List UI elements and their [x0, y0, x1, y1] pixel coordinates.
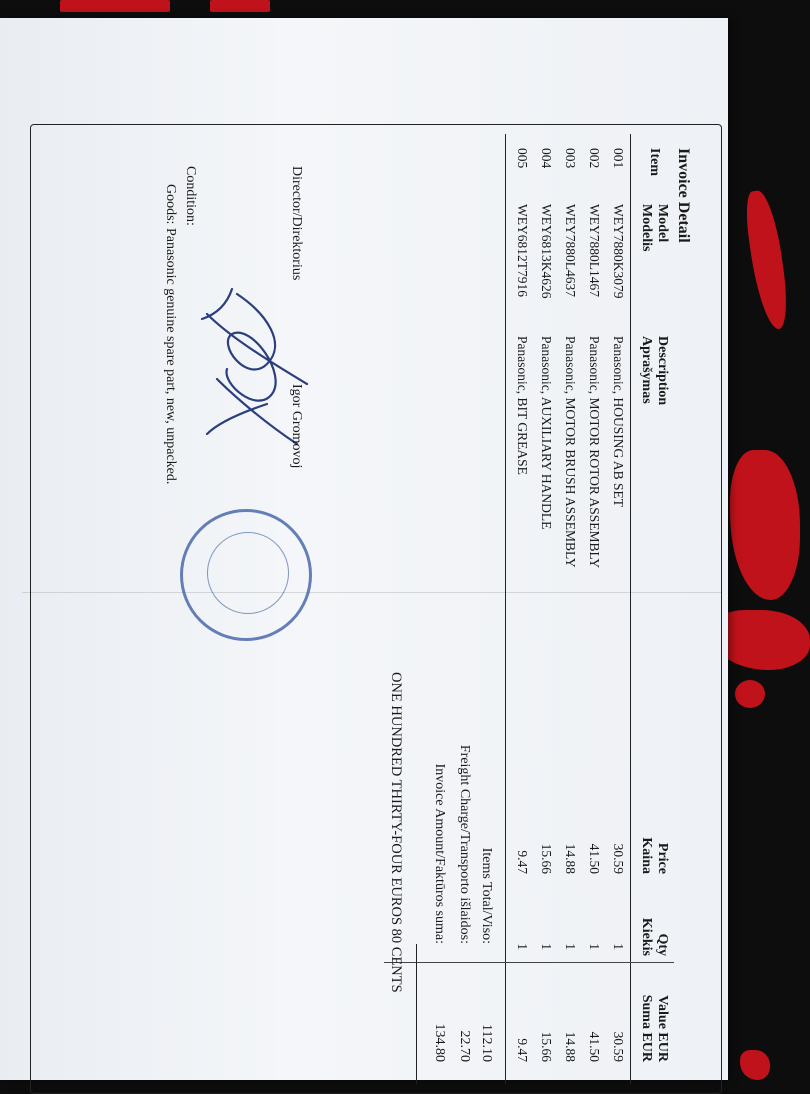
item-cell: 004: [539, 148, 554, 169]
invoice-document: [22, 124, 722, 1094]
condition-label: Condition:: [183, 166, 198, 226]
value-cell: 15.66: [539, 1031, 554, 1062]
price-cell: 15.66: [539, 843, 554, 874]
qty-cell: 1: [539, 943, 554, 950]
value-cell: 30.59: [611, 1031, 626, 1062]
invoice-amount-value: 134.80: [432, 1023, 447, 1062]
freight-label: Freight Charge/Transporto išlaidos:: [457, 744, 472, 944]
col-qty-lt-header: Kiekis: [639, 917, 654, 956]
value-column-divider: [384, 962, 674, 963]
description-cell: Panasonic, HOUSING AB SET: [611, 336, 626, 507]
price-cell: 41.50: [587, 843, 602, 874]
value-cell: 14.88: [563, 1031, 578, 1062]
signature-image: [187, 274, 327, 464]
col-model-lt-header: Modelis: [639, 204, 654, 252]
item-cell: 005: [515, 148, 530, 169]
table-row: [602, 124, 626, 1092]
items-total-label: Items Total/Viso:: [479, 847, 494, 944]
item-cell: 001: [611, 148, 626, 169]
model-cell: WEY7880K3079: [611, 204, 626, 299]
description-cell: Panasonic, BIT GREASE: [515, 336, 530, 475]
qty-cell: 1: [515, 943, 530, 950]
price-cell: 14.88: [563, 843, 578, 874]
col-price-lt-header: Kaina: [639, 837, 654, 874]
value-cell: 9.47: [515, 1038, 530, 1062]
items-total-value: 112.10: [479, 1024, 494, 1062]
price-cell: 9.47: [515, 850, 530, 874]
table-row: [578, 124, 602, 1092]
qty-cell: 1: [587, 943, 602, 950]
col-value-lt-header: Suma EUR: [639, 994, 654, 1062]
table-row: [554, 124, 578, 1092]
director-name: Igor Gromovoj: [289, 384, 304, 469]
col-description-header: Description: [655, 336, 670, 406]
director-label: Director/Direktorius: [289, 166, 304, 281]
description-cell: Panasonic, MOTOR ROTOR ASSEMBLY: [587, 336, 602, 569]
header-rule: [630, 134, 631, 1084]
model-cell: WEY7880L4637: [563, 204, 578, 297]
item-cell: 002: [587, 148, 602, 169]
col-description-lt-header: Aprašymas: [639, 336, 654, 404]
invoice-paper: [0, 18, 728, 1080]
invoice-amount-label: Invoice Amount/Faktūros suma:: [432, 763, 447, 944]
col-qty-header: Qty: [655, 933, 670, 956]
body-rule: [505, 134, 506, 1084]
qty-cell: 1: [563, 943, 578, 950]
model-cell: WEY6813K4626: [539, 204, 554, 299]
amount-in-words: ONE HUNDRED THIRTY-FOUR EUROS 80 CENTS: [388, 672, 404, 993]
company-stamp: [180, 509, 312, 641]
description-cell: Panasonic, AUXILIARY HANDLE: [539, 336, 554, 530]
col-model-header: Model: [655, 204, 670, 243]
item-cell: 003: [563, 148, 578, 169]
description-cell: Panasonic, MOTOR BRUSH ASSEMBLY: [563, 336, 578, 568]
totals-rule: [416, 944, 417, 1084]
value-cell: 41.50: [587, 1031, 602, 1062]
qty-cell: 1: [611, 943, 626, 950]
price-cell: 30.59: [611, 843, 626, 874]
invoice-title: Invoice Detail: [675, 148, 692, 243]
table-row: [530, 124, 554, 1092]
model-cell: WEY7880L1467: [587, 204, 602, 297]
col-price-header: Price: [655, 842, 670, 874]
table-row: [506, 124, 530, 1092]
stamp-inner-ring: [207, 532, 289, 614]
model-cell: WEY6812T7916: [515, 204, 530, 297]
condition-text: Goods: Panasonic genuine spare part, new, unpacked.: [163, 184, 178, 485]
freight-value: 22.70: [457, 1030, 472, 1062]
col-item-header: Item: [647, 148, 662, 176]
col-value-header: Value EUR: [655, 995, 670, 1062]
